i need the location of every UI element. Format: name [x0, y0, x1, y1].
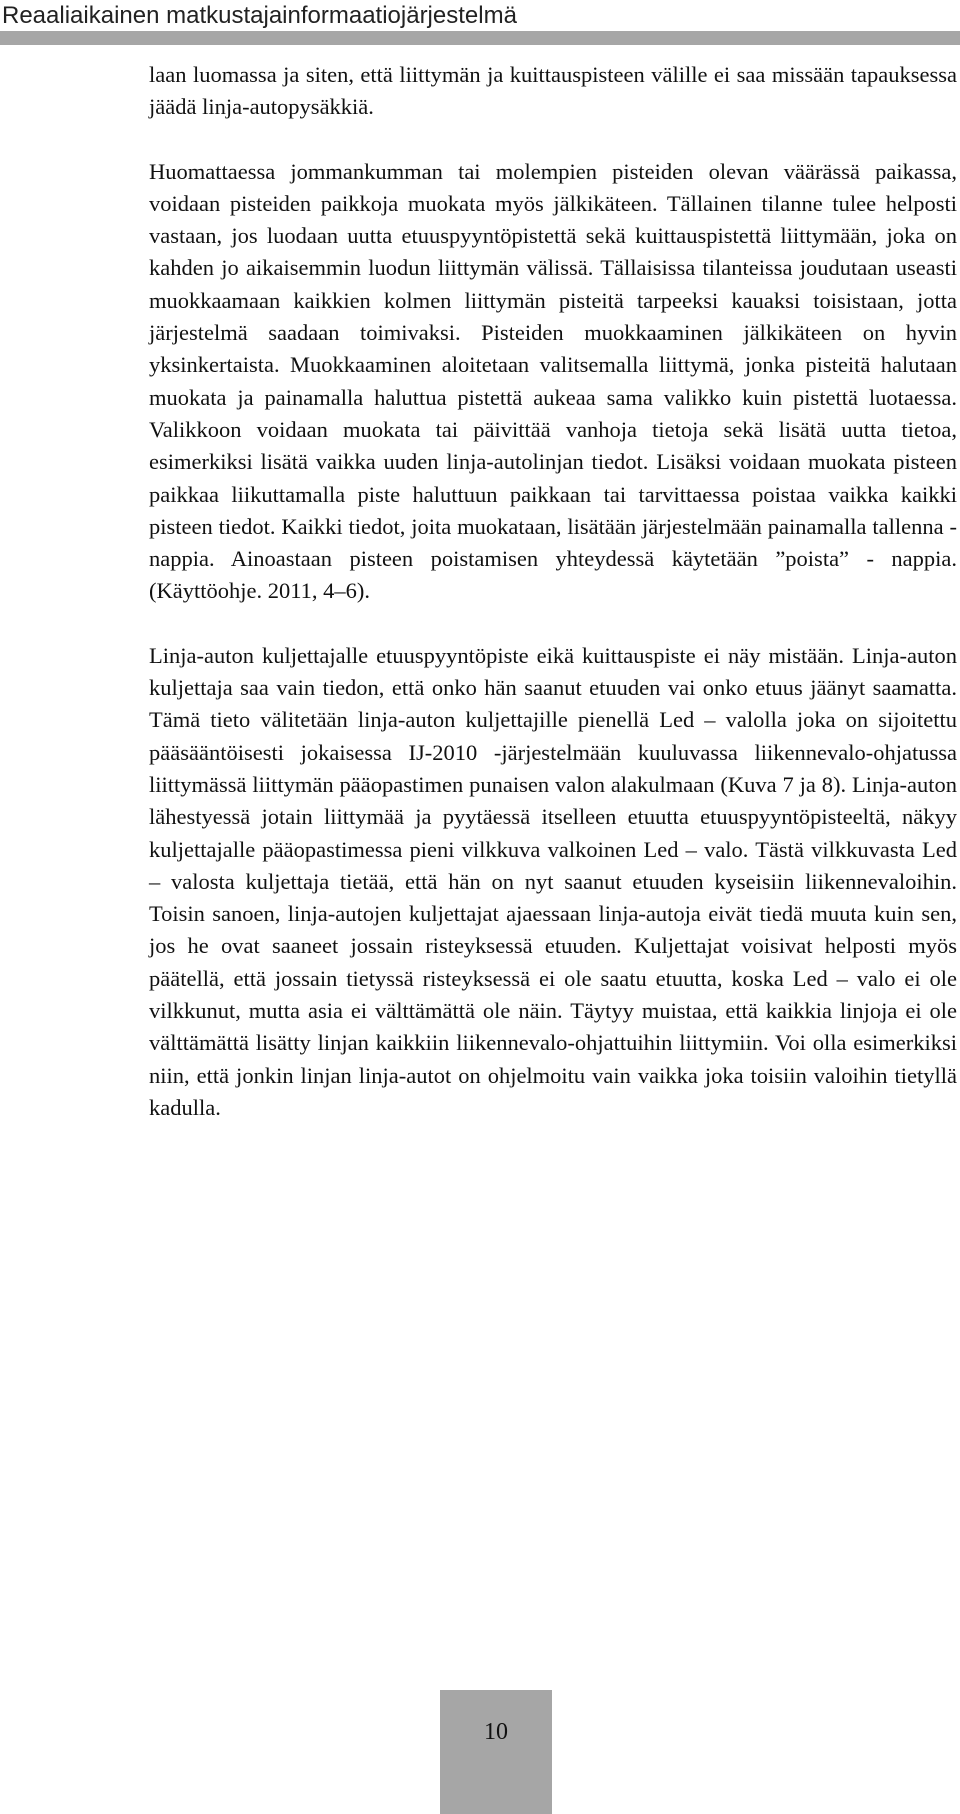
page-number-box — [440, 1690, 552, 1814]
header-rule — [0, 31, 960, 45]
paragraph: Huomattaessa jommankumman tai molempien pisteiden olevan väärässä paikassa, voidaan pisteiden paikkoja muokata myös jälkikäteen. Tällainen tilanne tulee helposti vastaan, jos luodaan uutta etuuspyyntöpistettä sekä kuittauspistettä liittymään, joka on kahden jo aikaisemmin luodun liittymän välissä. Tällaisissa tilanteissa joudutaan useasti muokkaamaan kaikkien kolmen liittymän pisteitä tarpeeksi kauaksi toisistaan, jotta järjestelmä saadaan toimivaksi. Pisteiden muokkaaminen jälkikäteen on hyvin yksinkertaista. Muokkaaminen aloitetaan valitsemalla liittymä, jonka pisteitä halutaan muokata ja painamalla haluttua pistettä aukeaa sama valikko kuin pistettä luotaessa. Valikkoon voidaan muokata tai päivittää vanhoja tietoja sekä lisätä uutta tietoa, esimerkiksi lisätä vaikka uuden linja-autolinjan tiedot. Lisäksi voidaan muokata pisteen paikkaa liikuttamalla piste haluttuun paikkaan tai tarvittaessa poistaa vaikka kaikki pisteen tiedot. Kaikki tiedot, joita muokataan, lisätään järjestelmään painamalla tallenna - nappia. Ainoastaan pisteen poistamisen yhteydessä käytetään ”poista” - nappia. (Käyttöohje. 2011, 4–6). — [149, 158, 957, 604]
body-text — [149, 59, 957, 1124]
paragraph: laan luomassa ja siten, että liittymän ja kuittauspisteen välille ei saa missään tapauksessa jäädä linja-autopysäkkiä. — [149, 62, 957, 120]
document-title: Reaaliaikainen matkustajainformaatiojärjestelmä — [2, 2, 517, 29]
paragraph: Linja-auton kuljettajalle etuuspyyntöpiste eikä kuittauspiste ei näy mistään. Linja-auton kuljettaja saa vain tiedon, että onko hän saanut etuuden vai onko etuus jäänyt saamatta. Tämä tieto välitetään linja-auton kuljettajille pienellä Led – valolla joka on sijoitettu pääsääntöisesti jokaisessa IJ-2010 -järjestelmään kuuluvassa liikennevalo-ohjatussa liittymässä liittymän pääopastimen punaisen valon alakulmaan (Kuva 7 ja 8). Linja-auton lähestyessä jotain liittymää ja pyytäessä itselleen etuutta etuuspyyntöpisteeltä, näkyy kuljettajalle pääopastimessa pieni vilkkuva valkoinen Led – valo. Tästä vilkkuvasta Led – valosta kuljettaja tietää, että hän on nyt saanut etuuden kyseisiin liikennevaloihin. Toisin sanoen, linja-autojen kuljettajat ajaessaan linja-autoja eivät tiedä muuta kuin sen, jos he ovat saaneet jossain risteyksessä etuuden. Kuljettajat voisivat helposti myös päätellä, että jossain tietyssä risteyksessä ei ole saatu etuutta, koska Led – valo ei ole vilkkunut, mutta asia ei välttämättä ole näin. Täytyy muistaa, että kaikkia linjoja ei ole välttämättä lisätty linjan kaikkiin liikennevalo-ohjattuihin liittymiin. Voi olla esimerkiksi niin, että jonkin linjan linja-autot on ohjelmoitu vain vaikka joka toisiin valoihin tietyllä kadulla. — [149, 642, 957, 1120]
page-number: 10 — [484, 1719, 508, 1745]
running-header — [0, 0, 960, 46]
